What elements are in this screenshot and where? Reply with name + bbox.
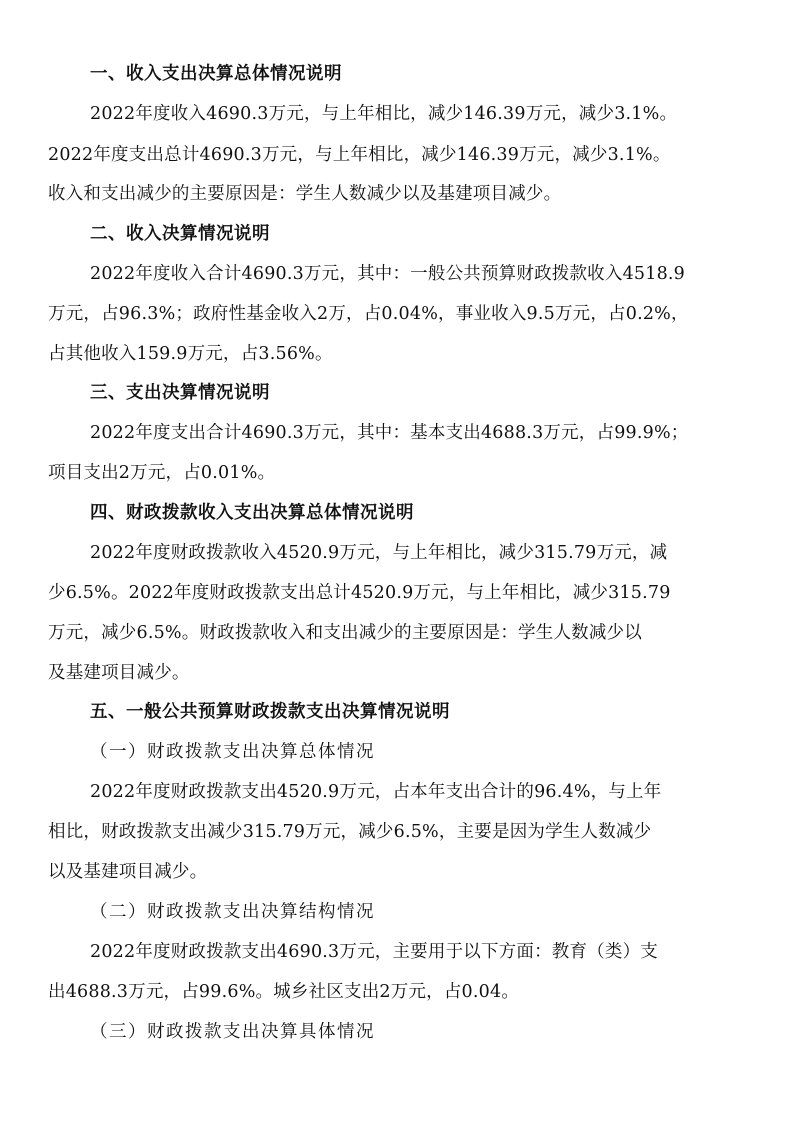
subsection-2-heading: （二）财政拨款支出决算结构情况 [90, 902, 375, 922]
section-4-line-2: 少6.5%。2022年度财政拨款支出总计4520.9万元，与上年相比，减少315.79 [48, 583, 671, 603]
section-3-line-1: 2022年度支出合计4690.3万元，其中：基本支出4688.3万元，占99.9%； [90, 423, 689, 443]
section-4-heading: 四、财政拨款收入支出决算总体情况说明 [90, 503, 414, 523]
section-5-heading: 五、一般公共预算财政拨款支出决算情况说明 [90, 702, 450, 722]
section-4-line-4: 及基建项目减少。 [48, 663, 190, 683]
subsection-1-heading: （一）财政拨款支出决算总体情况 [90, 742, 375, 762]
section-2-line-3: 占其他收入159.9万元，占3.56%。 [48, 344, 333, 364]
section-3-heading: 三、支出决算情况说明 [90, 383, 270, 403]
subsection-1-line-1: 2022年度财政拨款支出4520.9万元，占本年支出合计的96.4%，与上年 [90, 782, 662, 802]
section-2-heading: 二、收入决算情况说明 [90, 224, 270, 244]
section-4-line-3: 万元，减少6.5%。财政拨款收入和支出减少的主要原因是：学生人数减少以 [48, 623, 642, 643]
section-1-line-1: 2022年度收入4690.3万元，与上年相比，减少146.39万元，减少3.1%。 [90, 104, 678, 124]
section-2-line-1: 2022年度收入合计4690.3万元，其中：一般公共预算财政拨款收入4518.9 [90, 264, 685, 284]
section-1-line-3: 收入和支出减少的主要原因是：学生人数减少以及基建项目减少。 [48, 184, 562, 204]
section-2-line-2: 万元，占96.3%；政府性基金收入2万，占0.04%，事业收入9.5万元，占0.2%， [48, 304, 689, 324]
subsection-2-line-1: 2022年度财政拨款支出4690.3万元，主要用于以下方面：教育（类）支 [90, 942, 658, 962]
section-3-line-2: 项目支出2万元，占0.01%。 [48, 463, 276, 483]
section-1-line-2: 2022年度支出总计4690.3万元，与上年相比，减少146.39万元，减少3.1%。 [48, 145, 671, 165]
subsection-1-line-3: 以及基建项目减少。 [48, 862, 208, 882]
section-1-heading: 一、收入支出决算总体情况说明 [90, 64, 342, 84]
subsection-1-line-2: 相比，财政拨款支出减少315.79万元，减少6.5%，主要是因为学生人数减少 [48, 822, 652, 842]
section-4-line-1: 2022年度财政拨款收入4520.9万元，与上年相比，减少315.79万元，减 [90, 543, 668, 563]
subsection-3-heading: （三）财政拨款支出决算具体情况 [90, 1022, 375, 1042]
subsection-2-line-2: 出4688.3万元，占99.6%。城乡社区支出2万元，占0.04。 [48, 982, 520, 1002]
